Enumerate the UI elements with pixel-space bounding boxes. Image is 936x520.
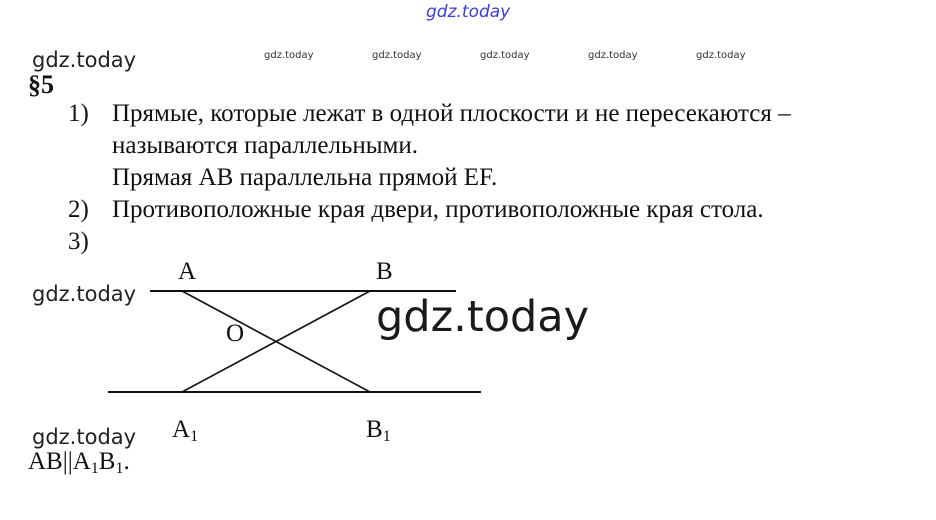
item-number-2: 2) [68,196,89,223]
watermark-small-3: gdz.today [480,50,530,61]
point-label-o: O [226,320,245,347]
point-label-b: B [376,258,393,285]
point-label-a1: $A_1$ [172,416,199,445]
point-label-b1: $B_1$ [366,416,391,445]
section-heading: §5 [28,70,54,99]
watermark-small-5: gdz.today [696,50,746,61]
watermark-small-2: gdz.today [372,50,422,61]
item-1-line-2: называются параллельными. [112,132,418,159]
watermark-left-1: gdz.today [32,48,137,72]
item-1-line-1: Прямые, которые лежат в одной плоскости и не пересекаются – [112,100,791,127]
item-2-line-1: Противоположные края двери, противоположные края стола. [112,196,764,223]
watermark-small-4: gdz.today [588,50,638,61]
item-number-3: 3) [68,228,89,255]
point-label-a: A [178,258,197,285]
watermark-small-1: gdz.today [264,50,314,61]
watermark-large: gdz.today [376,292,590,342]
watermark-left-2: gdz.today [32,282,137,306]
item-number-1: 1) [68,100,89,127]
watermark-left-3: gdz.today [32,425,137,449]
watermark-top: gdz.today [426,2,511,22]
conclusion-text: $AB||A_1B_1$. [28,448,130,477]
item-1-line-3: Прямая AB параллельна прямой EF. [112,164,498,191]
